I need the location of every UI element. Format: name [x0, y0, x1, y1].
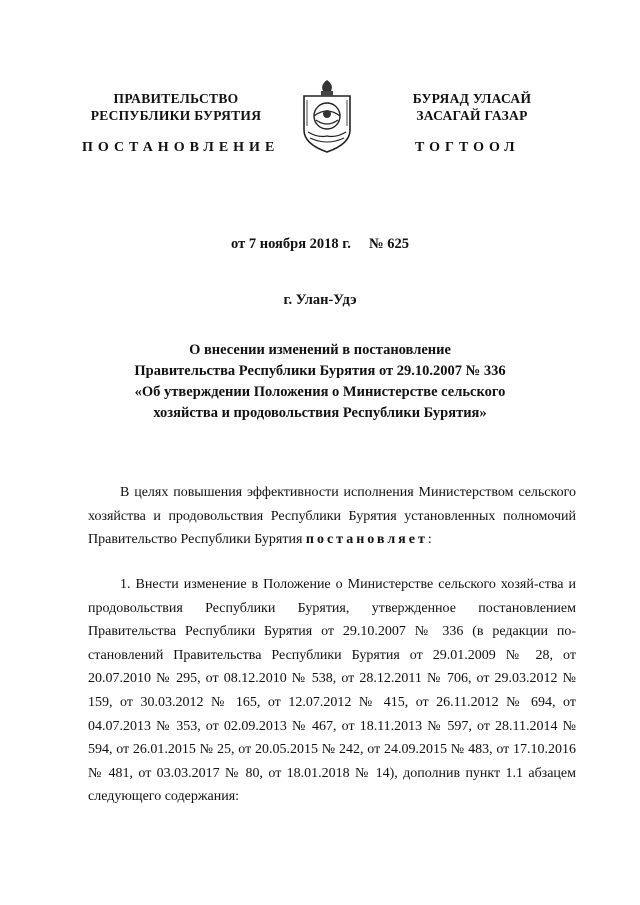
preamble-keyword: постановляет [305, 532, 428, 548]
doc-type-russian: ПОСТАНОВЛЕНИЕ [82, 140, 280, 155]
preamble-paragraph [88, 481, 576, 552]
header-right-line2: ЗАСАГАЙ ГАЗАР [416, 108, 528, 123]
document-city: г. Улан-Удэ [283, 292, 357, 308]
header-right [362, 90, 582, 124]
header-left [66, 90, 286, 124]
title-line-2: Правительства Республики Бурятия от 29.10.2007 № 336 [134, 363, 506, 379]
title-line-1: О внесении изменений в постановление [189, 342, 451, 358]
title-line-4: хозяйства и продовольствия Республики Бурятия» [153, 405, 487, 421]
clause-1-text: 1. Внести изменение в Положение о Министерстве сельского хозяй-ства и продовольствия Республики Бурятия, утвержденное постановлением Правительства Республики Бурятия от 29.10.2007 № 336 (в редакции по-становлений Правительства Республики Бурятия от 29.01.2009 № 28, от 20.07.2010 № 295, от 08.12.2010 № 538, от 28.12.2011 № 706, от 29.03.2012 № 159, от 30.03.2012 № 165, от 12.07.2012 № 415, от 26.11.2012 № 694, от 04.07.2013 № 353, от 02.09.2013 № 467, от 18.11.2013 № 597, от 28.11.2014 № 594, от 26.01.2015 № 25, от 20.05.2015 № 242, от 24.09.2015 № 483, от 17.10.2016 № 481, от 03.03.2017 № 80, от 18.01.2018 № 14), дополнив пункт 1.1 абзацем следующего содержания: [88, 577, 576, 805]
clause-1-paragraph [88, 573, 576, 809]
preamble-end: : [427, 532, 432, 548]
header-left-line1: ПРАВИТЕЛЬСТВО [113, 91, 239, 106]
preamble-text: В целях повышения эффективности исполнения Министерством сельского хозяйства и продовольствия Республики Бурятия установленных полномочий Правительство Республики Бурятия [88, 485, 576, 548]
document-title [0, 340, 640, 424]
document-date-number: от 7 ноября 2018 г. № 625 [231, 236, 409, 252]
title-line-3: «Об утверждении Положения о Министерстве сельского [134, 384, 506, 400]
doc-type-buryat: ТОГТООЛ [415, 140, 520, 155]
coat-of-arms-emblem [298, 76, 356, 154]
header-left-line2: РЕСПУБЛИКИ БУРЯТИЯ [90, 108, 262, 123]
header-right-line1: БУРЯАД УЛАСАЙ [412, 91, 532, 106]
